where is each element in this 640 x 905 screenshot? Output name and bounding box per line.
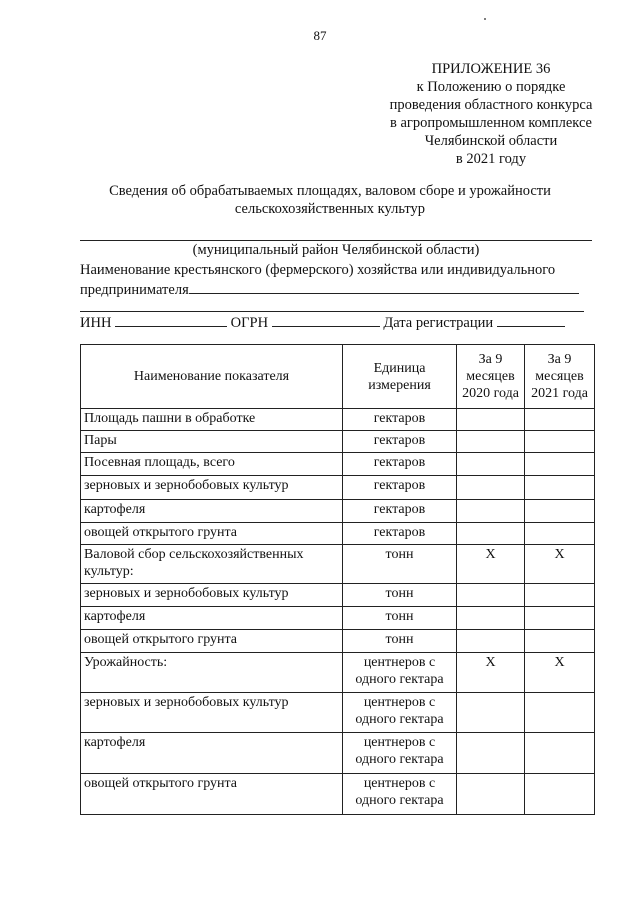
- reg-date-field[interactable]: [497, 314, 565, 327]
- table-row: [81, 774, 595, 815]
- table-row: [81, 523, 595, 545]
- row-name-cell: овощей открытого грунта: [81, 630, 343, 653]
- row-name-cell: Урожайность:: [81, 653, 343, 693]
- value-2021-cell[interactable]: [525, 630, 595, 653]
- appendix-header: [356, 60, 626, 168]
- farm-name-label-word: предпринимателя: [80, 282, 189, 298]
- row-unit-cell: тонн: [343, 584, 457, 607]
- inn-field[interactable]: [115, 314, 227, 327]
- table-row: [81, 630, 595, 653]
- appendix-line: проведения областного конкурса: [389, 97, 593, 113]
- appendix-line: Челябинской области: [424, 133, 558, 149]
- header-2020: За 9 месяцев 2020 года: [457, 345, 525, 409]
- value-2020-cell[interactable]: [457, 733, 525, 774]
- header-indicator: Наименование показателя: [81, 345, 343, 409]
- value-2021-cell[interactable]: X: [525, 653, 595, 693]
- row-unit-cell: центнеров с одного гектара: [343, 693, 457, 733]
- row-name-cell: зерновых и зернобобовых культур: [81, 693, 343, 733]
- document-title-line: сельскохозяйственных культур: [234, 201, 426, 217]
- row-unit-cell: гектаров: [343, 453, 457, 476]
- table-row: [81, 500, 595, 523]
- row-unit-cell: центнеров с одного гектара: [343, 733, 457, 774]
- row-name-cell: картофеля: [81, 607, 343, 630]
- data-table: [80, 344, 595, 815]
- row-unit-cell: гектаров: [343, 523, 457, 545]
- row-unit-cell: гектаров: [343, 500, 457, 523]
- value-2021-cell[interactable]: [525, 453, 595, 476]
- table-row: [81, 653, 595, 693]
- district-caption: (муниципальный район Челябинской области): [192, 242, 480, 258]
- value-2021-cell[interactable]: [525, 431, 595, 453]
- value-2020-cell[interactable]: [457, 431, 525, 453]
- inn-label: ИНН: [80, 315, 112, 331]
- header-2021: За 9 месяцев 2021 года: [525, 345, 595, 409]
- row-name-cell: овощей открытого грунта: [81, 774, 343, 815]
- value-2021-cell[interactable]: [525, 774, 595, 815]
- row-name-cell: Пары: [81, 431, 343, 453]
- appendix-title: ПРИЛОЖЕНИЕ 36: [431, 61, 551, 77]
- row-name-cell: зерновых и зернобобовых культур: [81, 476, 343, 500]
- ogrn-field[interactable]: [272, 314, 380, 327]
- table-row: [81, 453, 595, 476]
- value-2021-cell[interactable]: [525, 523, 595, 545]
- value-2020-cell[interactable]: X: [457, 653, 525, 693]
- appendix-line: к Положению о порядке: [416, 79, 566, 95]
- registration-row: [80, 314, 565, 332]
- table-row: [81, 545, 595, 584]
- row-name-cell: Площадь пашни в обработке: [81, 409, 343, 431]
- value-2020-cell[interactable]: [457, 774, 525, 815]
- value-2020-cell[interactable]: [457, 693, 525, 733]
- table-row: [81, 584, 595, 607]
- appendix-line: в 2021 году: [455, 151, 527, 167]
- value-2020-cell[interactable]: [457, 630, 525, 653]
- row-unit-cell: гектаров: [343, 409, 457, 431]
- district-blank-line[interactable]: [80, 240, 592, 241]
- row-name-cell: зерновых и зернобобовых культур: [81, 584, 343, 607]
- row-unit-cell: тонн: [343, 545, 457, 584]
- row-unit-cell: гектаров: [343, 476, 457, 500]
- table-row: [81, 431, 595, 453]
- value-2021-cell[interactable]: [525, 409, 595, 431]
- document-title: [80, 182, 580, 218]
- value-2021-cell[interactable]: [525, 500, 595, 523]
- value-2021-cell[interactable]: [525, 607, 595, 630]
- table-row: [81, 476, 595, 500]
- row-name-cell: овощей открытого грунта: [81, 523, 343, 545]
- value-2020-cell[interactable]: X: [457, 545, 525, 584]
- row-unit-cell: тонн: [343, 630, 457, 653]
- reg-date-label: Дата регистрации: [383, 315, 494, 331]
- value-2020-cell[interactable]: [457, 409, 525, 431]
- table-row: [81, 693, 595, 733]
- value-2020-cell[interactable]: [457, 453, 525, 476]
- value-2021-cell[interactable]: X: [525, 545, 595, 584]
- row-name-cell: Посевная площадь, всего: [81, 453, 343, 476]
- value-2021-cell[interactable]: [525, 584, 595, 607]
- appendix-line: в агропромышленном комплексе: [389, 115, 592, 131]
- table-row: [81, 733, 595, 774]
- value-2021-cell[interactable]: [525, 693, 595, 733]
- row-name-cell: картофеля: [81, 733, 343, 774]
- ogrn-label: ОГРН: [230, 315, 269, 331]
- header-unit: Единица измерения: [343, 345, 457, 409]
- table-row: [81, 607, 595, 630]
- value-2020-cell[interactable]: [457, 523, 525, 545]
- row-unit-cell: центнеров с одного гектара: [343, 653, 457, 693]
- value-2020-cell[interactable]: [457, 476, 525, 500]
- value-2020-cell[interactable]: [457, 607, 525, 630]
- scan-dot: [484, 18, 486, 20]
- table-header-row: [81, 345, 595, 409]
- farm-name-label-cont: [80, 281, 579, 299]
- value-2021-cell[interactable]: [525, 476, 595, 500]
- farm-name-label: Наименование крестьянского (фермерского) хозяйства или индивидуального: [80, 262, 556, 278]
- row-unit-cell: центнеров с одного гектара: [343, 774, 457, 815]
- value-2020-cell[interactable]: [457, 500, 525, 523]
- row-name-cell: картофеля: [81, 500, 343, 523]
- page-number: 87: [313, 28, 327, 43]
- row-unit-cell: гектаров: [343, 431, 457, 453]
- document-title-line: Сведения об обрабатываемых площадях, валовом сборе и урожайности: [109, 183, 551, 199]
- row-name-cell: Валовой сбор сельскохозяйственных культур:: [81, 545, 343, 584]
- farm-name-field[interactable]: [189, 281, 579, 294]
- value-2020-cell[interactable]: [457, 584, 525, 607]
- table-row: [81, 409, 595, 431]
- value-2021-cell[interactable]: [525, 733, 595, 774]
- row-unit-cell: тонн: [343, 607, 457, 630]
- farm-name-field-line2[interactable]: [80, 311, 584, 312]
